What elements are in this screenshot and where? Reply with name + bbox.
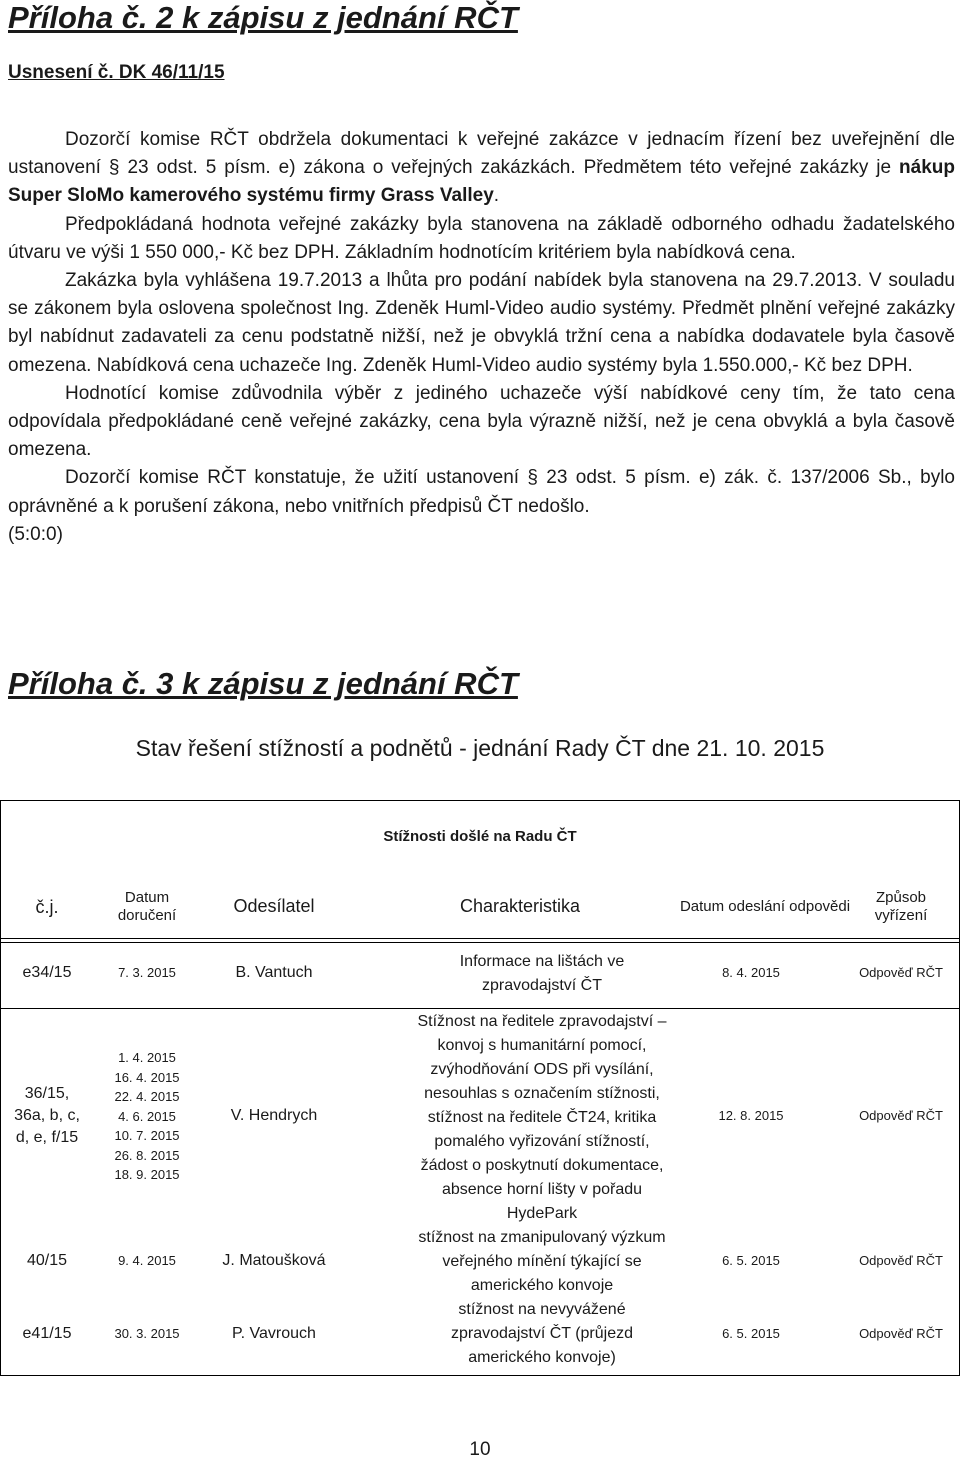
attachment-2-heading: Příloha č. 2 k zápisu z jednání RČT (8, 0, 518, 35)
table-title: Stížnosti došlé na Radu ČT (383, 828, 577, 845)
table-row-odeslani: 12. 8. 2015 (718, 1108, 784, 1123)
table-row-odeslani: 6. 5. 2015 (722, 1326, 780, 1341)
table-row-charakteristika: stížnost na zmanipulovaný výzkum veřejného mínění týkající se amerického konvoje (418, 1229, 666, 1294)
table-row-cj: 36/15, 36a, b, c, d, e, f/15 (14, 1085, 80, 1146)
paragraph-1: Dozorčí komise RČT obdržela dokumentaci k veřejné zakázce v jednacím řízení bez uveřejnění dle ustanovení § 23 odst. 5 písm. e) zákona o veřejných zakázkách. Předmětem této veřejné zakázky je nákup Super SloMo kamerového systému firmy Grass Valley. (8, 129, 955, 207)
header-cj: č.j. (35, 897, 59, 917)
table-row-charakteristika: Informace na lištách ve zpravodajství ČT (459, 953, 625, 994)
table-row-charakteristika: Stížnost na ředitele zpravodajství – konvoj s humanitární pomocí, zvýhodňování ODS při vysílání, nesouhlas s označením stížnosti, stížnost na ředitele ČT24, kritika pomalého vyřizování stížností, žádost o poskytnutí dokumentace, absence horní lišty v pořadu HydePark (417, 1013, 667, 1222)
table-row-datum: 9. 4. 2015 (118, 1253, 176, 1268)
header-datum-odeslani: Datum odeslání odpovědi (679, 898, 851, 915)
paragraph-2: Předpokládaná hodnota veřejné zakázky byla stanovena na základě odborného odhadu žadatelského útvaru ve výši 1 550 000,- Kč bez DPH. Základním hodnotícím kritériem byla nabídková cena. (8, 213, 955, 263)
table-caption: Stav řešení stížností a podnětů - jednání Rady ČT dne 21. 10. 2015 (135, 735, 825, 761)
table-row-zpusob: Odpověď RČT (859, 1108, 943, 1123)
table-row-odesilatel: P. Vavrouch (232, 1325, 316, 1342)
table-row-dates: 1. 4. 2015 16. 4. 2015 22. 4. 2015 4. 6. 2015 10. 7. 2015 26. 8. 2015 18. 9. 2015 (114, 1050, 180, 1182)
table-row-odesilatel: V. Hendrych (230, 1107, 318, 1124)
resolution-body (8, 126, 955, 549)
row-divider (0, 1008, 960, 1009)
table-row-cj: e41/15 (22, 1325, 72, 1342)
header-odesilatel: Odesílatel (233, 896, 315, 916)
table-row-zpusob: Odpověď RČT (859, 1326, 943, 1341)
paragraph-3: Zakázka byla vyhlášena 19.7.2013 a lhůta pro podání nabídek byla stanovena na 29.7.2013. V souladu se zákonem byla oslovena společnost Ing. Zdeněk Huml-Video audio systémy. Předmět plnění veřejné zakázky byl nabídnut zadavateli za cenu podstatně nižší, než je obvyklá tržní cena a nabídka dodavatele byla časově omezena. Nabídková cena uchazeče Ing. Zdeněk Huml-Video audio systémy byla 1.550.000,- Kč bez DPH. (8, 270, 955, 376)
header-divider (0, 938, 960, 943)
header-zpusob-vyrizeni: Způsob vyřízení (874, 889, 928, 924)
table-row-zpusob: Odpověď RČT (859, 1253, 943, 1268)
table-row-odeslani: 8. 4. 2015 (722, 965, 780, 980)
page-number: 10 (469, 1439, 491, 1460)
paragraph-4: Hodnotící komise zdůvodnila výběr z jediného uchazeče výší nabídkové ceny tím, že tato cena odpovídala předpokládané ceně veřejné zakázky, cena byla výrazně nižší, než je cena obvyklá a byla časově omezena. (8, 382, 955, 461)
table-row-charakteristika: stížnost na nevyvážené zpravodajství ČT (průjezd amerického konvoje) (451, 1301, 633, 1366)
attachment-3-heading: Příloha č. 3 k zápisu z jednání RČT (8, 666, 518, 701)
paragraph-5: Dozorčí komise RČT konstatuje, že užití ustanovení § 23 odst. 5 písm. e) zák. č. 137/2006 Sb., bylo oprávněné a k porušení zákona, nebo vnitřních předpisů ČT nedošlo. (8, 467, 955, 517)
table-row-cj: 40/15 (26, 1252, 68, 1269)
table-row-zpusob: Odpověď RČT (859, 965, 943, 980)
vote-result: (5:0:0) (8, 523, 63, 545)
table-row-odeslani: 6. 5. 2015 (722, 1253, 780, 1268)
table-row-odesilatel: B. Vantuch (235, 964, 313, 981)
table-row-odesilatel: J. Matoušková (222, 1252, 326, 1269)
table-row-datum: 30. 3. 2015 (114, 1326, 180, 1341)
resolution-number: Usnesení č. DK 46/11/15 (8, 62, 225, 83)
header-datum-doruceni: Datum doručení (117, 889, 177, 924)
header-charakteristika: Charakteristika (459, 896, 581, 916)
table-row-datum: 7. 3. 2015 (118, 965, 176, 980)
table-row-cj: e34/15 (22, 964, 72, 981)
